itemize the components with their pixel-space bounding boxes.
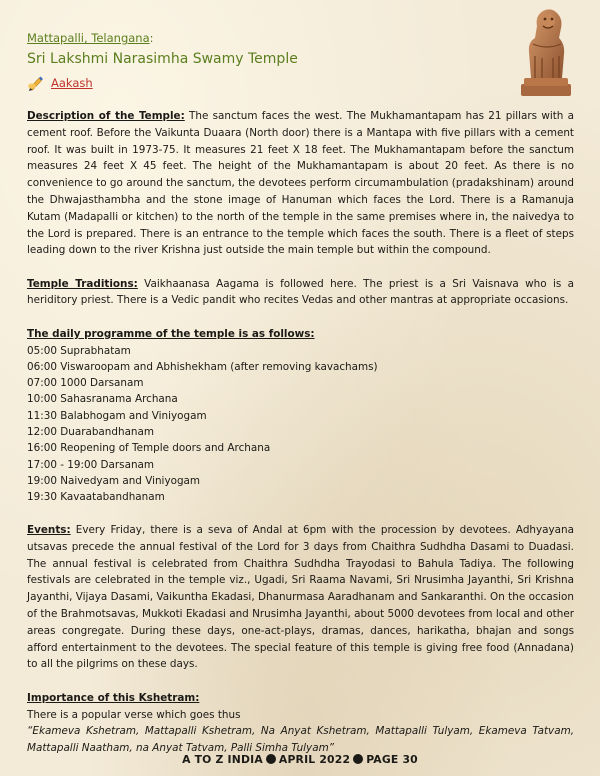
article-body <box>27 108 574 757</box>
programme-heading: The daily programme of the temple is as follows: <box>27 327 315 340</box>
location-colon: : <box>149 31 154 45</box>
list-item: 12:00 Duarabandhanam <box>27 426 155 439</box>
traditions-heading: Temple Traditions: <box>27 277 138 290</box>
traditions-text: Vaikhaanasa Aagama is followed here. The priest is a Sri Vaisnava who is a heriditory priest. There is a Vedic pandit who recites Vedas and other mantras at appropriate occasions. <box>27 277 574 307</box>
issue-date: APRIL 2022 <box>278 753 351 766</box>
verse-text: “Ekameva Kshetram, Mattapalli Kshetram, Na Anyat Kshetram, Mattapalli Tulyam, Ekameva Tatvam, Mattapalli Naatham, na Anyat Tatvam, Palli Simha Tulyam” <box>27 725 574 755</box>
list-item: 19:00 Naivedyam and Viniyogam <box>27 474 201 487</box>
importance-intro: There is a popular verse which goes thus <box>27 708 241 721</box>
events-heading: Events: <box>27 524 71 537</box>
list-item: 19:30 Kavaatabandhanam <box>27 491 165 504</box>
description-text: The sanctum faces the west. The Mukhamantapam has 21 pillars with a cement roof. Before the Vaikunta Duaara (North door) there is a Mantapa with five pillars with a cement roof. It was built in 1973-75. It measures 21 feet X 18 feet. The Mukhamantapam before the sanctum measures 24 feet X 45 feet. The height of the Mukhamantapam is about 20 feet. As there is no convenience to go around the sanctum, the devotees perform circumambulation (pradakshinam) around the Dhwajasthambha and the stone image of Hanuman which faces the Lord. There is a Ramanuja Kutam (Madapalli or kitchen) to the north of the temple in the same premises where in, the naivedya to the Lord is prepared. There is an entrance to the temple which faces the south. There is a fleet of steps leading down to the river Krishna just outside the main temple but within the compound. <box>27 110 574 257</box>
events-paragraph <box>27 522 574 673</box>
importance-heading: Importance of this Kshetram: <box>27 691 200 704</box>
page-number: PAGE 30 <box>366 753 418 766</box>
bullet-icon <box>353 754 363 764</box>
events-text: Every Friday, there is a seva of Andal at 6pm with the procession by devotees. Adhyayana utsavas precede the annual festival of the Lord for 3 days from Chaithra Sudhdha Dasami to Duadasi. The annual festival is celebrated from Chaithra Sudhdha Trayodasi to Bahula Tadiya. The following festivals are celebrated in the temple viz., Ugadi, Sri Raama Navami, Sri Nrusimha Jayanthi, Sri Krishna Jayanthi, Vijaya Dasami, Vaikuntha Ekadasi, Dhanurmasa Aaradhanam and Sankaranthi. On the occasion of the Brahmotsavas, Mukkoti Ekadasi and Nrusimha Jayanthi, about 5000 devotees from local and other areas congregate. During these days, one-act-plays, dramas, dances, harikatha, bhajan and songs afford entertainment to the devotees. The special feature of this temple is giving free food (Annadana) to all the pilgrims on these days. <box>27 524 574 671</box>
list-item: 06:00 Viswaroopam and Abhishekham (after removing kavachams) <box>27 360 378 373</box>
location-text[interactable]: Mattapalli, Telangana <box>27 31 150 45</box>
list-item: 11:30 Balabhogam and Viniyogam <box>27 409 207 422</box>
list-item: 07:00 1000 Darsanam <box>27 377 144 390</box>
description-heading: Description of the Temple: <box>27 110 185 122</box>
writing-hand-icon <box>27 75 45 91</box>
magazine-name: A TO Z INDIA <box>182 753 263 766</box>
author-byline <box>27 75 93 91</box>
lion-statue-icon <box>515 6 577 100</box>
list-item: 16:00 Reopening of Temple doors and Archana <box>27 442 271 455</box>
programme-list <box>27 343 574 506</box>
author-link[interactable]: Aakash <box>51 76 93 90</box>
page-footer <box>0 753 600 766</box>
temple-title: Sri Lakshmi Narasimha Swamy Temple <box>27 51 298 67</box>
bullet-icon <box>266 754 276 764</box>
location-link[interactable] <box>27 31 154 45</box>
description-paragraph <box>27 108 574 259</box>
list-item: 05:00 Suprabhatam <box>27 344 131 357</box>
list-item: 17:00 - 19:00 Darsanam <box>27 458 155 471</box>
traditions-paragraph <box>27 276 574 310</box>
list-item: 10:00 Sahasranama Archana <box>27 393 178 406</box>
